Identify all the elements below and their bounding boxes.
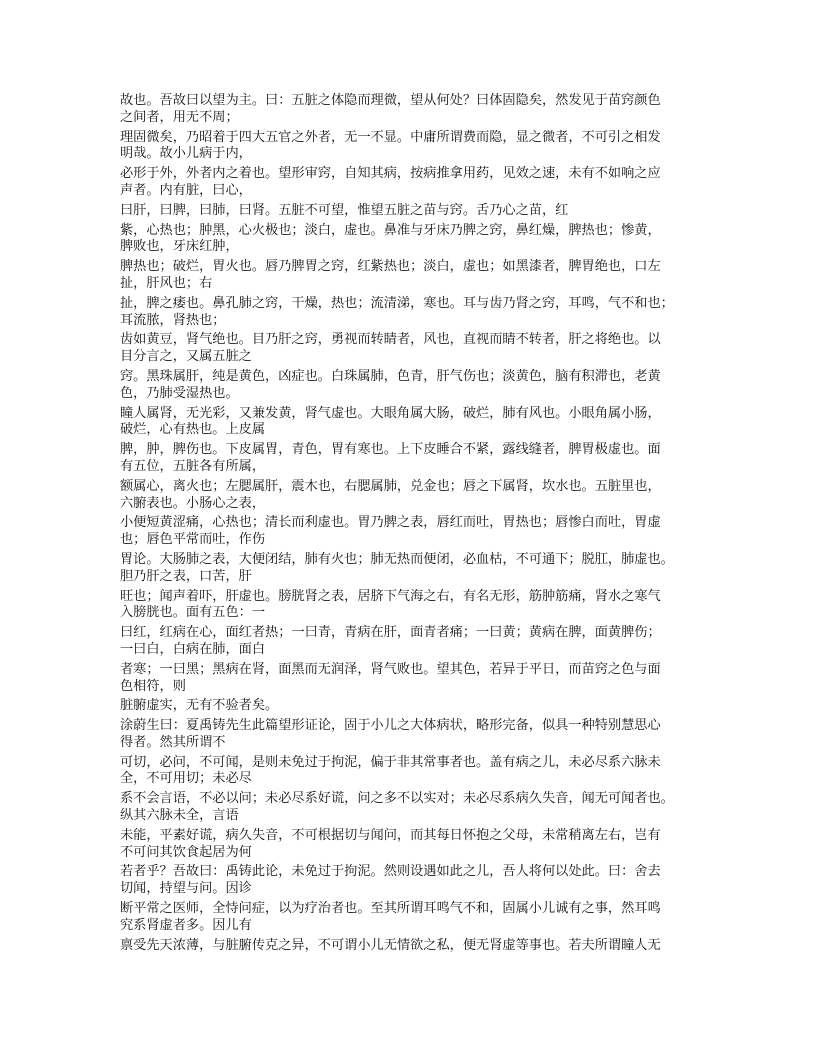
text-line: 色，乃肺受湿热也。 bbox=[120, 385, 239, 401]
text-line: 窍。黑珠属肝，纯是黄色，凶症也。白珠属肺，色青，肝气伤也；淡黄色，脑有积滞也，老黄 bbox=[120, 368, 661, 384]
text-line: 胃论。大肠肺之表，大便闭结，肺有火也；肺无热而便闭，必血枯，不可通下；脱肛，肺虚也。 bbox=[120, 551, 674, 567]
text-line: 扯，肝风也；右 bbox=[120, 275, 213, 291]
paragraph bbox=[120, 223, 710, 257]
text-line: 也；唇色平常而吐，作伤 bbox=[120, 532, 266, 548]
text-line: 禀受先天浓薄，与脏腑传克之异，不可谓小儿无情欲之私，便无肾虚等事也。若夫所谓瞳人无 bbox=[120, 937, 661, 953]
text-line: 耳流脓，肾热也； bbox=[120, 312, 226, 328]
text-line: 曰红，红病在心，面红者热；一曰青，青病在肝，面青者痛；一曰黄；黄病在脾，面黄脾伤； bbox=[120, 625, 661, 641]
paragraph bbox=[120, 296, 710, 330]
text-line: 小便短黄涩痛，心热也；清长而利虚也。胃乃脾之表，唇红而吐，胃热也；唇惨白而吐，胃虚 bbox=[120, 515, 661, 531]
paragraph bbox=[120, 406, 710, 440]
text-line: 色相符，则 bbox=[120, 678, 186, 694]
text-line: 入膀胱也。面有五色：一 bbox=[120, 605, 266, 621]
text-line: 全，不可用切；未必尽 bbox=[120, 771, 252, 787]
paragraph bbox=[120, 698, 710, 715]
text-line: 涂蔚生曰：夏禹铸先生此篇望形证论，固于小儿之大体病状，略形完备，似具一种特别慧思心 bbox=[120, 718, 661, 734]
text-line: 目分言之，又属五脏之 bbox=[120, 349, 252, 365]
text-line: 曰肝，曰脾，曰肺，曰肾。五脏不可望，惟望五脏之苗与窍。舌乃心之苗，红 bbox=[120, 202, 569, 218]
paragraph bbox=[120, 442, 710, 476]
text-line: 六腑表也。小肠心之表， bbox=[120, 495, 266, 511]
text-line: 必形于外，外者内之着也。望形审窍，自知其病，按病推拿用药，见效之速，未有不如响之应 bbox=[120, 166, 661, 182]
text-line: 声者。内有脏，曰心， bbox=[120, 182, 252, 198]
text-line: 若者乎？吾故曰：禹铸此论，未免过于拘泥。然则设遇如此之儿，吾人将何以处此。曰：舍去 bbox=[120, 864, 661, 880]
text-line: 得者。然其所谓不 bbox=[120, 734, 226, 750]
text-line: 脏腑虚实，无有不验者矣。 bbox=[120, 698, 279, 714]
text-line: 不可问其饮食起居为何 bbox=[120, 844, 252, 860]
text-line: 瞳人属肾，无光彩，又兼发黄，肾气虚也。大眼角属大肠，破烂，肺有风也。小眼角属小肠， bbox=[120, 405, 661, 421]
paragraph bbox=[120, 130, 710, 164]
paragraph bbox=[120, 515, 710, 549]
text-line: 者寒；一曰黑；黑病在肾，面黑而无润泽，肾气败也。望其色，若异于平日，而苗窍之色与面 bbox=[120, 661, 661, 677]
text-line: 理固微矣，乃昭着于四大五官之外者，无一不显。中庸所谓费而隐，显之微者，不可引之相发 bbox=[120, 129, 661, 145]
paragraph bbox=[120, 662, 710, 696]
text-line: 破烂，心有热也。上皮属 bbox=[120, 422, 266, 438]
text-line: 切闻，持望与问。因诊 bbox=[120, 881, 252, 897]
paragraph bbox=[120, 718, 710, 752]
paragraph bbox=[120, 259, 710, 293]
paragraph bbox=[120, 332, 710, 366]
paragraph bbox=[120, 93, 710, 127]
text-line: 未能，平素好谎，病久失音，不可根据切与闻问，而其每日怀抱之父母，未常稍离左右，岂有 bbox=[120, 827, 661, 843]
paragraph bbox=[120, 828, 710, 862]
paragraph bbox=[120, 479, 710, 513]
text-line: 可切，必问，不可闻，是则未免过于拘泥，偏于非其常事者也。盖有病之儿，未必尽系六脉未 bbox=[120, 754, 661, 770]
paragraph bbox=[120, 791, 710, 825]
text-line: 一曰白，白病在肺，面白 bbox=[120, 641, 266, 657]
text-line: 明哉。故小儿病于内， bbox=[120, 146, 252, 162]
text-line: 故也。吾故曰以望为主。曰：五脏之体隐而理微，望从何处？曰体固隐矣，然发见于苗窍颜色 bbox=[120, 93, 661, 108]
text-line: 之间者，用无不周； bbox=[120, 109, 239, 125]
text-line: 额属心，离火也；左腮属肝，震木也，右腮属肺，兑金也；唇之下属肾，坎水也。五脏里也， bbox=[120, 478, 661, 494]
paragraph bbox=[120, 938, 710, 955]
text-line: 脾热也；破烂，胃火也。唇乃脾胃之窍，红紫热也；淡白，虚也；如黑漆者，脾胃绝也，口左 bbox=[120, 259, 661, 275]
paragraph bbox=[120, 203, 710, 220]
paragraph bbox=[120, 755, 710, 789]
text-line: 扯，脾之痿也。鼻孔肺之窍，干燥，热也；流清涕，寒也。耳与齿乃肾之窍，耳鸣，气不和也； bbox=[120, 295, 674, 311]
paragraph bbox=[120, 901, 710, 935]
text-line: 齿如黄豆，肾气绝也。目乃肝之窍，勇视而转睛者，风也，直视而睛不转者，肝之将绝也。以 bbox=[120, 332, 661, 348]
paragraph bbox=[120, 166, 710, 200]
document-body bbox=[120, 93, 710, 957]
paragraph bbox=[120, 552, 710, 586]
text-line: 断平常之医师，全恃问症，以为疗治者也。至其所谓耳鸣气不和，固属小儿诚有之事，然耳鸣 bbox=[120, 901, 661, 917]
text-line: 旺也；闻声着吓，肝虚也。膀胱肾之表，居脐下气海之右，有名无形，筋肿筋痛，肾水之寒气 bbox=[120, 588, 661, 604]
text-line: 究系肾虚者多。因儿有 bbox=[120, 917, 252, 933]
text-line: 纵其六脉未全，言语 bbox=[120, 808, 239, 824]
paragraph bbox=[120, 625, 710, 659]
text-line: 系不会言语，不必以问；未必尽系好谎，问之多不以实对；未必尽系病久失音，闻无可闻者也。 bbox=[120, 791, 674, 807]
text-line: 紫，心热也；肿黑，心火极也；淡白，虚也。鼻准与牙床乃脾之窍，鼻红燥，脾热也；惨黄， bbox=[120, 222, 661, 238]
paragraph bbox=[120, 864, 710, 898]
text-line: 有五位，五脏各有所属， bbox=[120, 458, 266, 474]
text-line: 脾败也，牙床红肿， bbox=[120, 239, 239, 255]
paragraph bbox=[120, 589, 710, 623]
paragraph bbox=[120, 369, 710, 403]
text-line: 脾，肿，脾伤也。下皮属胃，青色，胃有寒也。上下皮睡合不紧，露线缝者，脾胃极虚也。面 bbox=[120, 442, 661, 458]
text-line: 胆乃肝之表，口苦，肝 bbox=[120, 568, 252, 584]
